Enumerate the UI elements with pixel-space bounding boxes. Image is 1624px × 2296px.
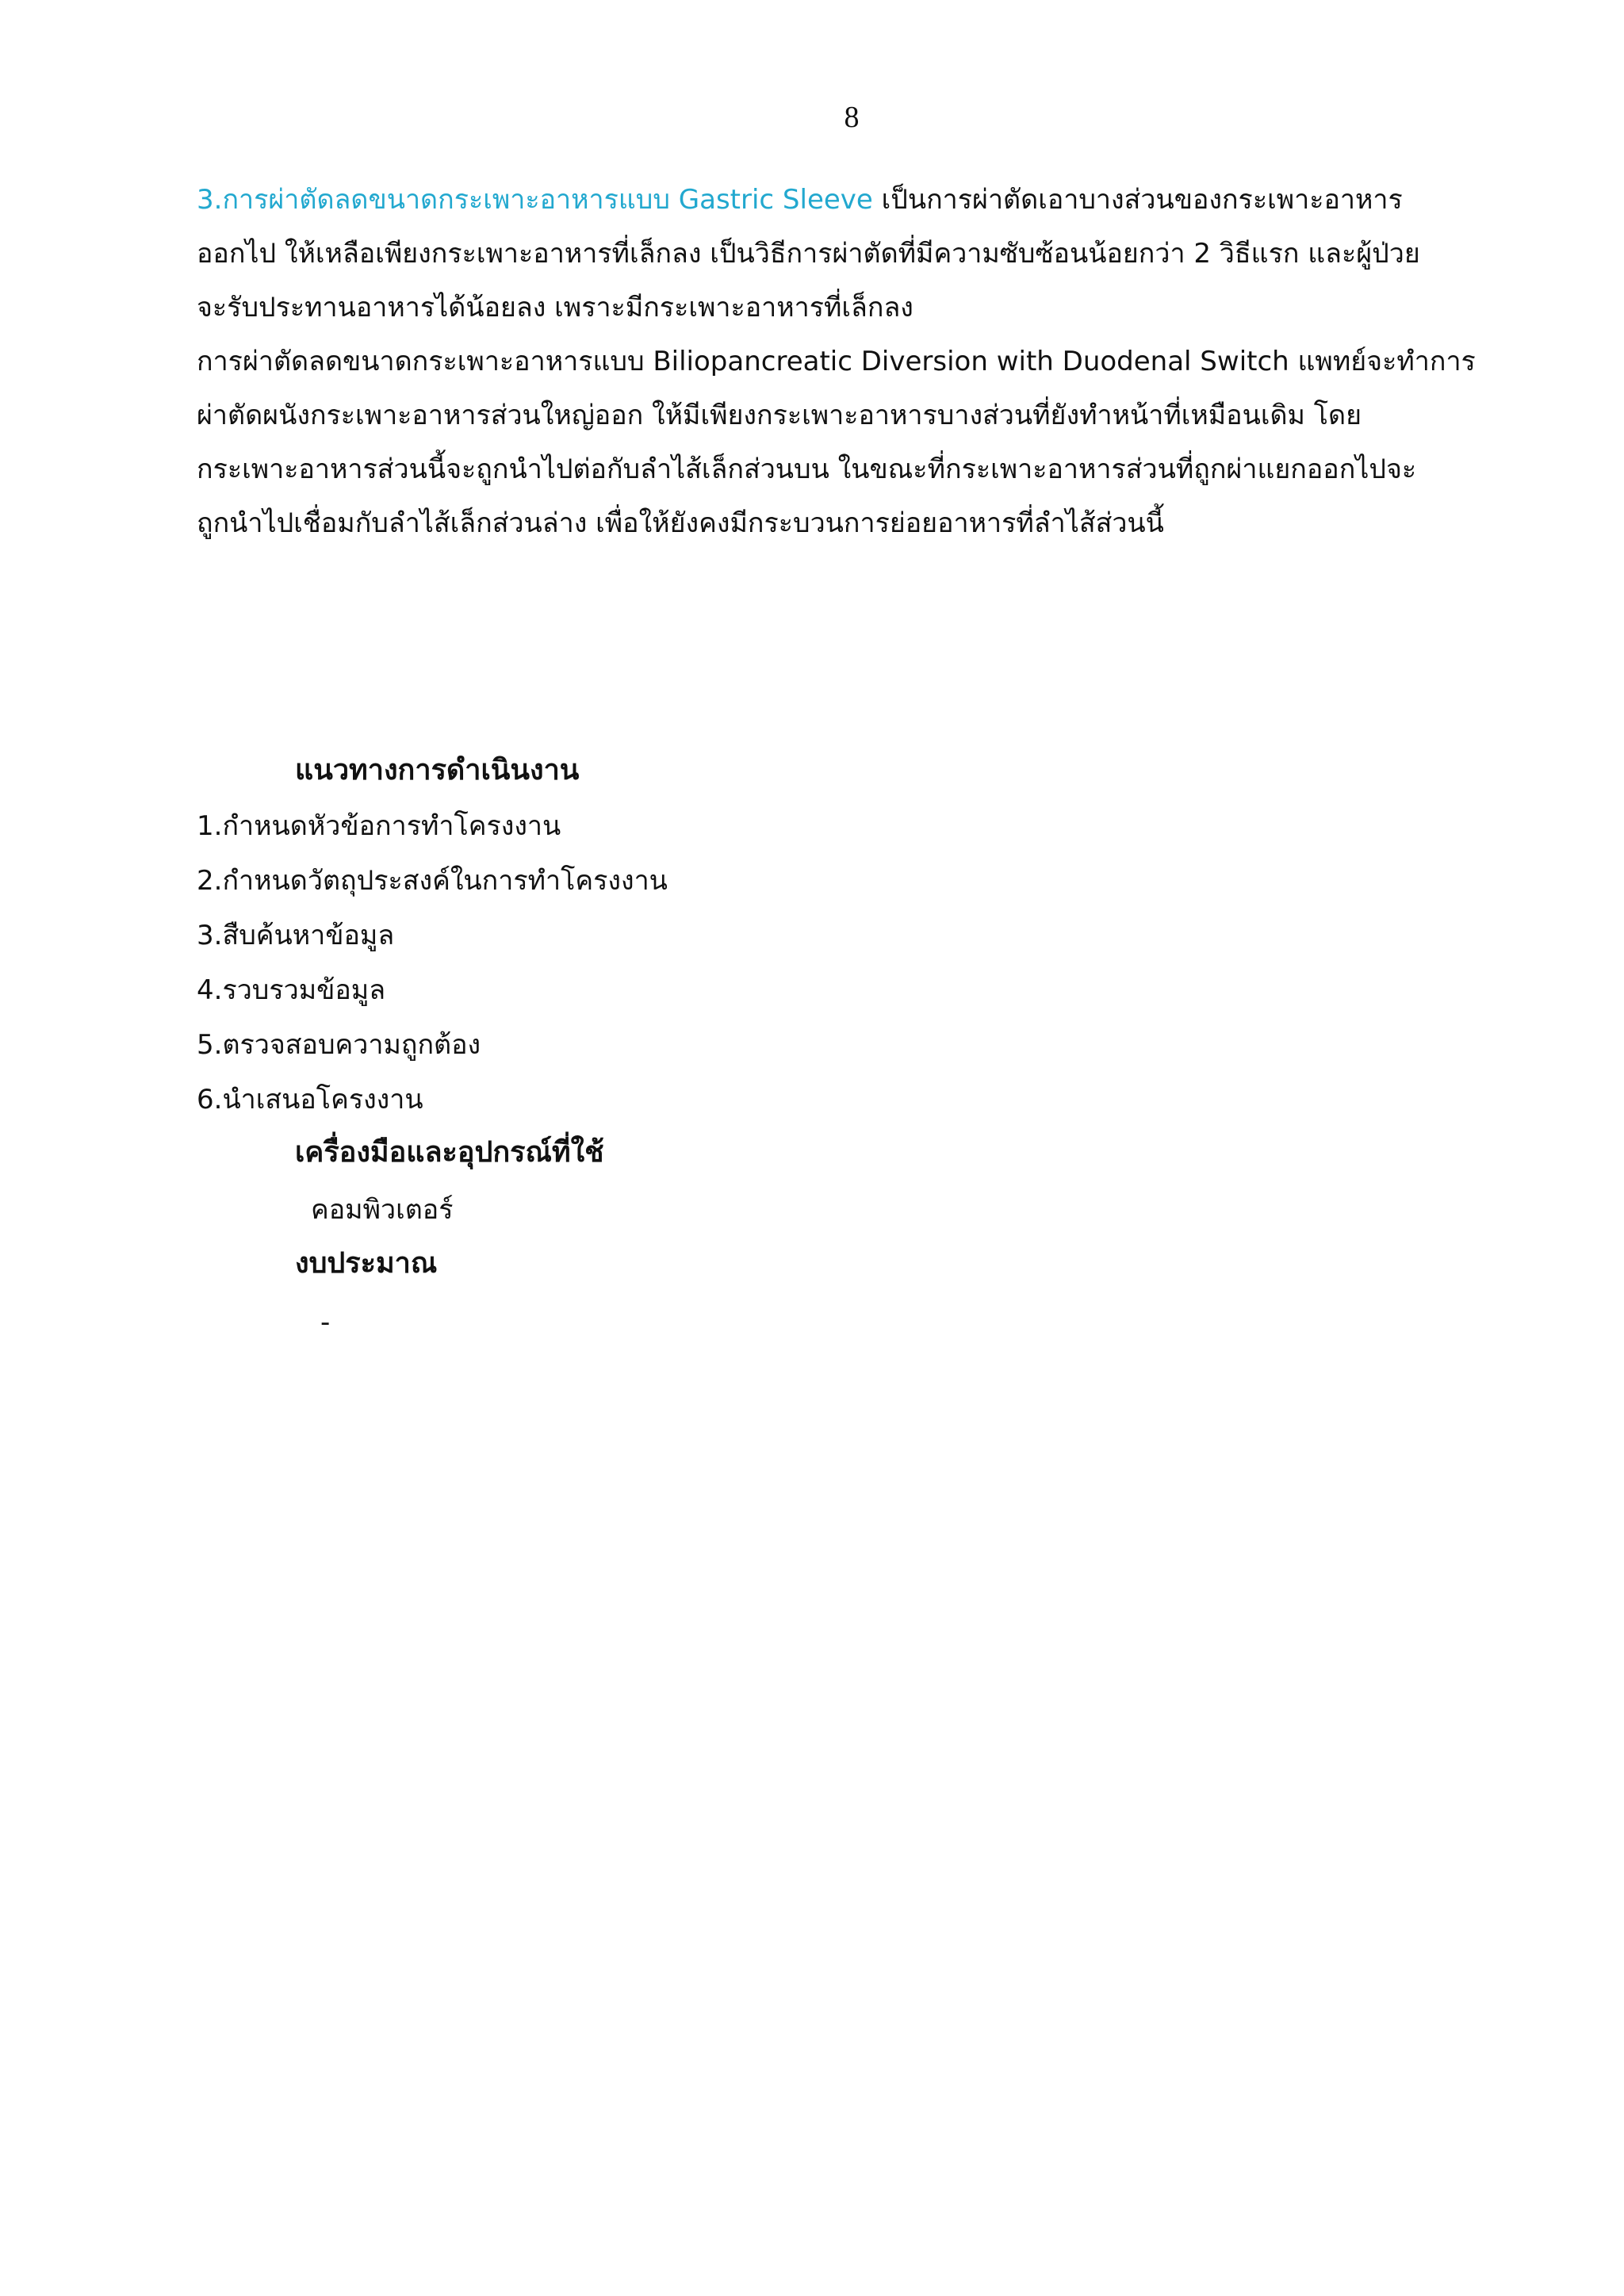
list-item: 5.ตรวจสอบความถูกต้อง — [197, 1029, 481, 1061]
list-item: 3.สืบค้นหาข้อมูล — [197, 920, 395, 951]
tool-item: คอมพิวเตอร์ — [311, 1194, 454, 1226]
list-item: 6.นำเสนอโครงงาน — [197, 1084, 423, 1115]
paragraph-gastric-sleeve — [197, 173, 1497, 335]
highlighted-text: 3.การผ่าตัดลดขนาดกระเพาะอาหารแบบ Gastric Sleeve — [197, 184, 873, 216]
paragraph-text: เป็นการผ่าตัดเอาบางส่วนของกระเพาะอาหาร — [872, 184, 1403, 216]
paragraph-line: ผ่าตัดผนังกระเพาะอาหารส่วนใหญ่ออก ให้มีเพียงกระเพาะอาหารบางส่วนที่ยังทำหน้าที่เหมือนเดิม โดย — [197, 400, 1362, 431]
paragraph-line: ออกไป ให้เหลือเพียงกระเพาะอาหารที่เล็กลง เป็นวิธีการผ่าตัดที่มีความซับซ้อนน้อยกว่า 2 วิธีแรก และผู้ป่วย — [197, 238, 1420, 270]
budget-value: - — [320, 1307, 331, 1338]
list-item: 2.กำหนดวัตถุประสงค์ในการทำโครงงาน — [197, 865, 668, 897]
section-heading-tools: เครื่องมือและอุปกรณ์ที่ใช้ — [295, 1136, 604, 1169]
paragraph-line: การผ่าตัดลดขนาดกระเพาะอาหารแบบ Biliopancreatic Diversion with Duodenal Switch แพทย์จะทำการ — [197, 346, 1476, 377]
list-item: 1.กำหนดหัวข้อการทำโครงงาน — [197, 810, 561, 842]
paragraph-line: จะรับประทานอาหารได้น้อยลง เพราะมีกระเพาะอาหารที่เล็กลง — [197, 292, 914, 323]
paragraph-line — [197, 173, 1497, 227]
list-item: 4.รวบรวมข้อมูล — [197, 974, 386, 1006]
steps-list — [197, 799, 668, 1127]
paragraph-line: กระเพาะอาหารส่วนนี้จะถูกนำไปต่อกับลำไส้เล็กส่วนบน ในขณะที่กระเพาะอาหารส่วนที่ถูกผ่าแยกออกไปจะ — [197, 453, 1417, 485]
paragraph-line: ถูกนำไปเชื่อมกับลำไส้เล็กส่วนล่าง เพื่อให้ยังคงมีกระบวนการย่อยอาหารที่ลำไส้ส่วนนี้ — [197, 507, 1164, 539]
page-number: 8 — [844, 101, 860, 134]
section-heading-budget: งบประมาณ — [295, 1247, 438, 1280]
section-heading-approach: แนวทางการดำเนินงาน — [295, 754, 580, 786]
paragraph-duodenal-switch — [197, 335, 1497, 550]
